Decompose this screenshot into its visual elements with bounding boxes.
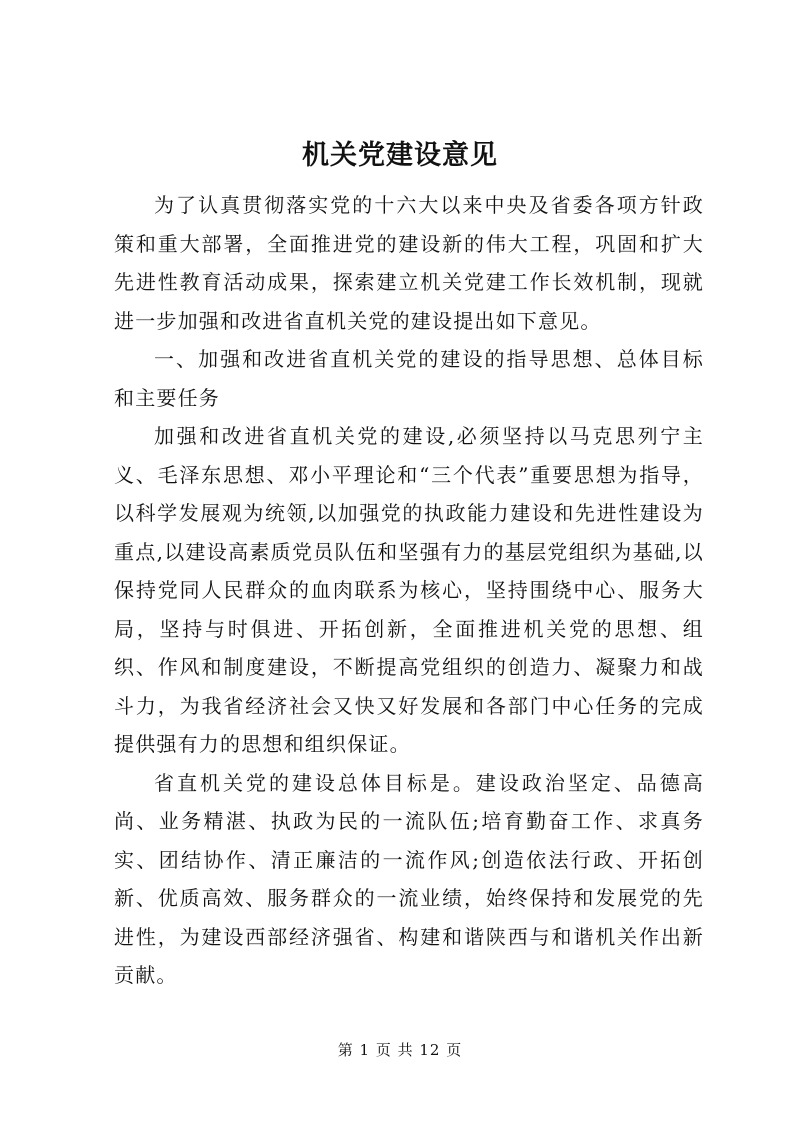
paragraph-overall-goal: 省直机关党的建设总体目标是。建设政治坚定、品德高尚、业务精湛、执政为民的一流队伍;培育勤奋工作、求真务实、团结协作、清正廉洁的一流作风;创造依法行政、开拓创新、优质高效、服务群众的一流业绩，始终保持和发展党的先进性，为建设西部经济强省、构建和谐陕西与和谐机关作出新贡献。 <box>114 770 704 987</box>
paragraph-guiding-ideology: 加强和改进省直机关党的建设,必须坚持以马克思列宁主义、毛泽东思想、邓小平理论和“三个代表”重要思想为指导，以科学发展观为统领,以加强党的执政能力建设和先进性建设为重点,以建设高素质党员队伍和坚强有力的基层党组织为基础,以保持党同人民群众的血肉联系为核心，坚持围绕中心、服务大局，坚持与时俱进、开拓创新，全面推进机关党的思想、组织、作风和制度建设，不断提高党组织的创造力、凝聚力和战斗力，为我省经济社会又快又好发展和各部门中心任务的完成提供强有力的思想和组织保证。 <box>114 424 704 756</box>
section-heading-1: 一、加强和改进省直机关党的建设的指导思想、总体目标和主要任务 <box>114 347 704 410</box>
document-body <box>114 186 704 995</box>
document-title: 机关党建设意见 <box>302 140 498 171</box>
paragraph-intro: 为了认真贯彻落实党的十六大以来中央及省委各项方针政策和重大部署，全面推进党的建设新的伟大工程，巩固和扩大先进性教育活动成果，探索建立机关党建工作长效机制，现就进一步加强和改进省直机关党的建设提出如下意见。 <box>114 193 704 333</box>
page-number-footer: 第 1 页 共 12 页 <box>337 1041 463 1059</box>
